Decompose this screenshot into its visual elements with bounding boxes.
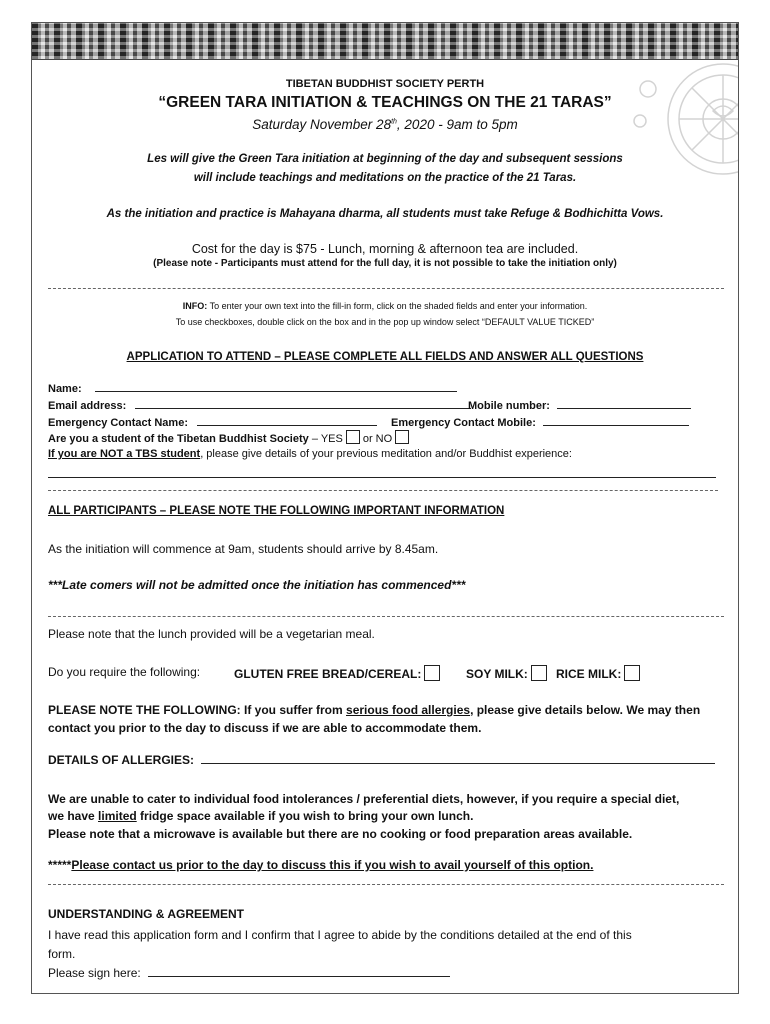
allergy-line-2: contact you prior to the day to discuss if we are able to accommodate them.: [48, 721, 482, 735]
soy-label: SOY MILK:: [466, 667, 528, 681]
gluten-label: GLUTEN FREE BREAD/CEREAL:: [234, 667, 422, 681]
mobile-label: Mobile number:: [468, 400, 550, 412]
mobile-row: [468, 397, 691, 412]
gluten-row: [234, 665, 443, 681]
org-name: TIBETAN BUDDHIST SOCIETY PERTH: [285, 78, 485, 90]
emergency-name-row: [48, 414, 377, 429]
name-row: [48, 380, 457, 395]
rice-label: RICE MILK:: [556, 667, 622, 681]
diet-line-1: We are unable to cater to individual food intolerances / preferential diets, however, if you require a special diet,: [48, 792, 680, 806]
name-label: Name:: [48, 383, 82, 395]
diet-line-3: Please note that a microwave is available but there are no cooking or food preparation areas available.: [48, 827, 633, 841]
refuge-note: As the initiation and practice is Mahayana dharma, all students must take Refuge & Bodhichitta Vows.: [106, 208, 664, 220]
allergy-details-label: DETAILS OF ALLERGIES:: [48, 753, 194, 767]
divider: [48, 490, 718, 491]
emergency-name-input[interactable]: [197, 414, 377, 426]
signature-row: [48, 965, 450, 980]
emergency-mobile-input[interactable]: [543, 414, 689, 426]
name-input[interactable]: [95, 380, 457, 392]
decorative-banner: [32, 23, 738, 60]
soy-row: [466, 665, 550, 681]
not-tbs-text: , please give details of your previous meditation and/or Buddhist experience:: [200, 448, 572, 460]
email-label: Email address:: [48, 400, 127, 412]
cost-line: Cost for the day is $75 - Lunch, morning & afternoon tea are included.: [191, 242, 579, 256]
contact-note: *****Please contact us prior to the day to discuss this if you wish to avail yourself of this option.: [48, 858, 594, 872]
emergency-name-label: Emergency Contact Name:: [48, 417, 188, 429]
email-input[interactable]: [135, 397, 471, 409]
student-question: Are you a student of the Tibetan Buddhist Society: [48, 433, 309, 445]
student-no-checkbox[interactable]: [395, 430, 409, 444]
not-tbs-row: [48, 448, 572, 460]
divider: [48, 616, 724, 617]
mobile-input[interactable]: [557, 397, 691, 409]
divider: [48, 288, 724, 289]
allergy-line-1: PLEASE NOTE THE FOLLOWING: If you suffer from serious food allergies, please give details below. We may then: [48, 703, 701, 717]
signature-input[interactable]: [148, 965, 450, 977]
email-row: [48, 397, 471, 412]
require-label: Do you require the following:: [48, 665, 201, 679]
rice-checkbox[interactable]: [624, 665, 640, 681]
student-no-label: or NO: [362, 433, 393, 445]
form-page: [31, 22, 739, 994]
emergency-mobile-row: [391, 414, 689, 429]
lunch-note: Please note that the lunch provided will be a vegetarian meal.: [48, 627, 375, 641]
cost-note: (Please note - Participants must attend for the full day, it is not possible to take the initiation only): [153, 258, 617, 269]
intro-line-1: Les will give the Green Tara initiation at beginning of the day and subsequent sessions: [147, 153, 623, 165]
soy-checkbox[interactable]: [531, 665, 547, 681]
not-tbs-label: If you are NOT a TBS student: [48, 448, 201, 460]
allergy-details-row: [48, 752, 715, 767]
application-heading: APPLICATION TO ATTEND – PLEASE COMPLETE ALL FIELDS AND ANSWER ALL QUESTIONS: [126, 351, 644, 363]
late-note: ***Late comers will not be admitted once the initiation has commenced***: [48, 578, 466, 592]
diet-line-2: we have limited fridge space available if you wish to bring your own lunch.: [48, 809, 474, 823]
agreement-heading: UNDERSTANDING & AGREEMENT: [48, 907, 245, 921]
agreement-line-2: form.: [48, 947, 76, 961]
signature-label: Please sign here:: [48, 966, 141, 980]
experience-input[interactable]: [48, 466, 716, 478]
allergy-details-input[interactable]: [201, 752, 715, 764]
emergency-mobile-label: Emergency Contact Mobile:: [391, 417, 536, 429]
rice-row: [556, 665, 643, 681]
arrive-note: As the initiation will commence at 9am, students should arrive by 8.45am.: [48, 542, 439, 556]
event-title: “GREEN TARA INITIATION & TEACHINGS ON THE 21 TARAS”: [158, 94, 612, 111]
event-date: Saturday November 28th, 2020 - 9am to 5pm: [252, 117, 518, 132]
student-question-row: [48, 430, 412, 445]
info-line-2: To use checkboxes, double click on the box and in the pop up window select “DEFAULT VALUE TICKED”: [175, 317, 595, 327]
divider: [48, 884, 724, 885]
info-line-1: INFO: To enter your own text into the fill-in form, click on the shaded fields and enter your information.: [182, 301, 588, 311]
important-heading: ALL PARTICIPANTS – PLEASE NOTE THE FOLLOWING IMPORTANT INFORMATION: [48, 505, 505, 517]
gluten-checkbox[interactable]: [424, 665, 440, 681]
student-yes-checkbox[interactable]: [346, 430, 360, 444]
agreement-line-1: I have read this application form and I confirm that I agree to abide by the conditions detailed at the end of this: [48, 928, 632, 942]
intro-line-2: will include teachings and meditations on the practice of the 21 Taras.: [193, 172, 577, 184]
student-yes-label: – YES: [308, 433, 343, 445]
